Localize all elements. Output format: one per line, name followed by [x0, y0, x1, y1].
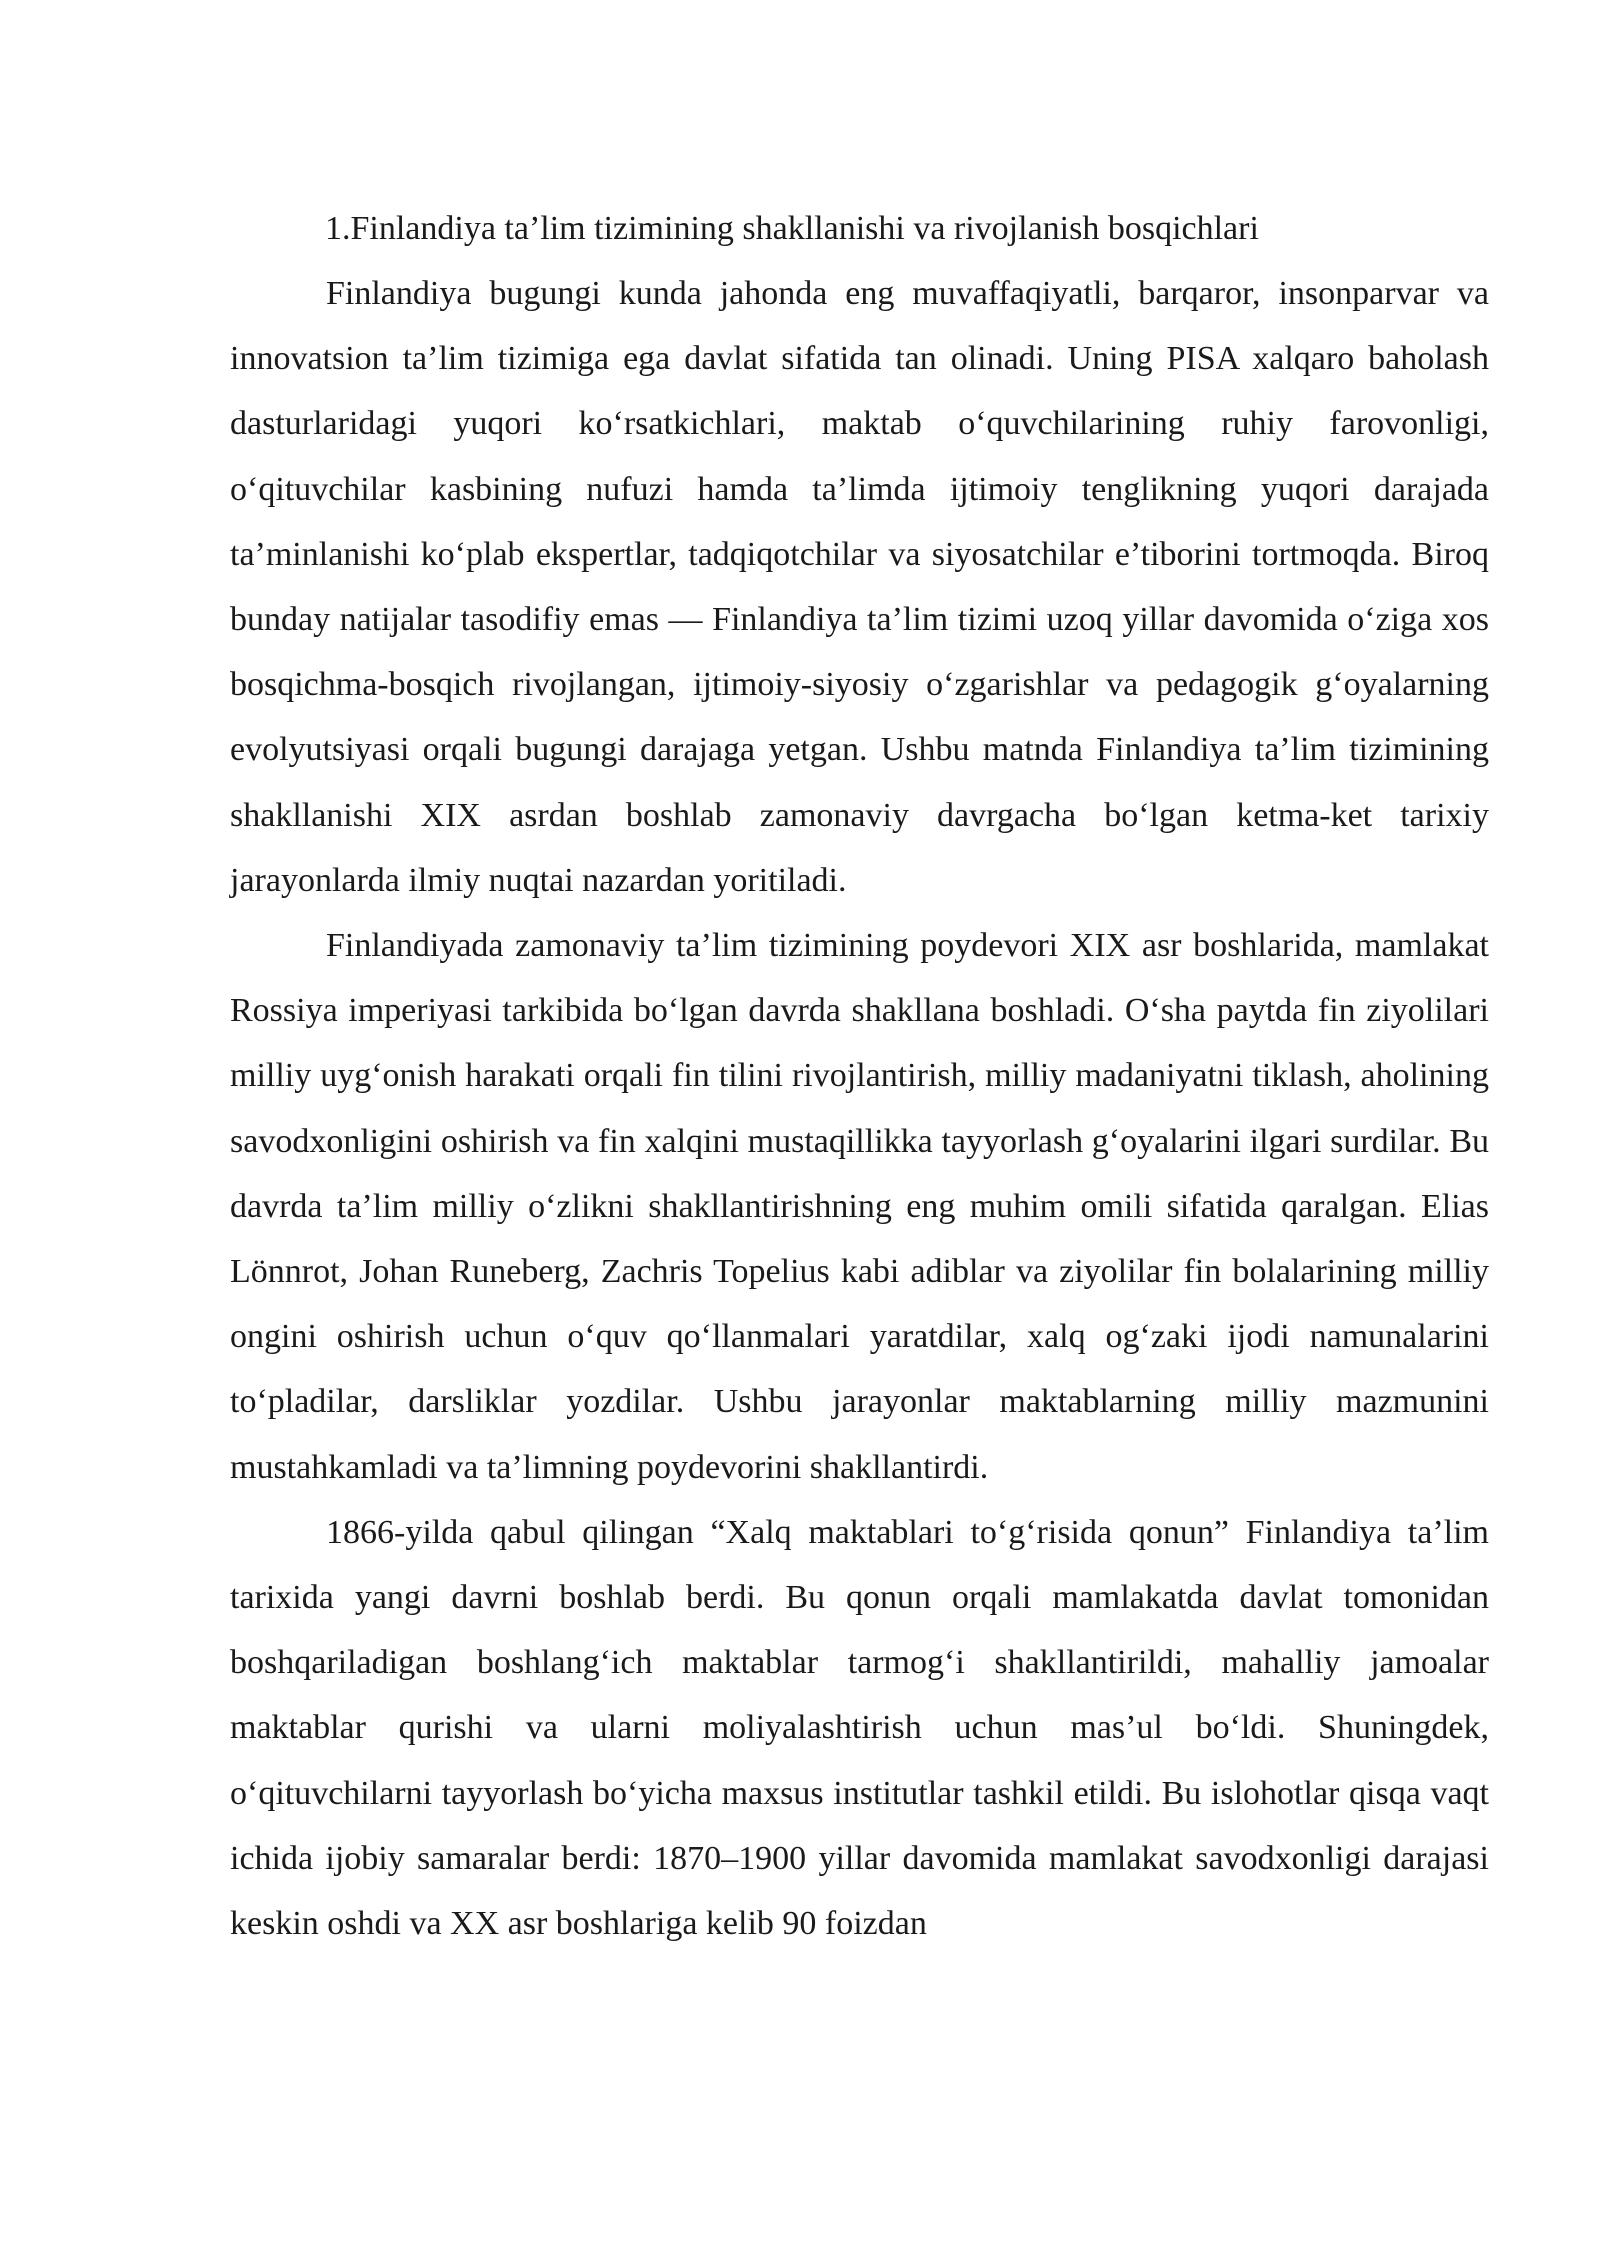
- section-heading: 1.Finlandiya ta’lim tizimining shakllanishi va rivojlanish bosqichlari: [325, 210, 1259, 247]
- paragraph-2: Finlandiyada zamonaviy ta’lim tizimining poydevori XIX asr boshlarida, mamlakat Rossiya imperiyasi tarkibida bo‘lgan davrda shakllana boshladi. O‘sha paytda fin ziyolilari milliy uyg‘onish harakati orqali fin tilini rivojlantirish, milliy madaniyatni tiklash, aholining savodxonligini oshirish va fin xalqini mustaqillikka tayyorlash g‘oyalarini ilgari surdilar. Bu davrda ta’lim milliy o‘zlikni shakllantirishning eng muhim omili sifatida qaralgan. Elias Lönnrot, Johan Runeberg, Zachris Topelius kabi adiblar va ziyolilar fin bolalarining milliy ongini oshirish uchun o‘quv qo‘llanmalari yaratdilar, xalq og‘zaki ijodi namunalarini to‘pladilar, darsliklar yozdilar. Ushbu jarayonlar maktablarning milliy mazmunini mustahkamladi va ta’limning poydevorini shakllantirdi.: [230, 927, 1489, 1486]
- paragraph-1: Finlandiya bugungi kunda jahonda eng muvaffaqiyatli, barqaror, insonparvar va innovatsion ta’lim tizimiga ega davlat sifatida tan olinadi. Uning PISA xalqaro baholash dasturlaridagi yuqori ko‘rsatkichlari, maktab o‘quvchilarining ruhiy farovonligi, o‘qituvchilar kasbining nufuzi hamda ta’limda ijtimoiy tenglikning yuqori darajada ta’minlanishi ko‘plab ekspertlar, tadqiqotchilar va siyosatchilar e’tiborini tortmoqda. Biroq bunday natijalar tasodifiy emas — Finlandiya ta’lim tizimi uzoq yillar davomida o‘ziga xos bosqichma-bosqich rivojlangan, ijtimoiy-siyosiy o‘zgarishlar va pedagogik g‘oyalarning evolyutsiyasi orqali bugungi darajaga yetgan. Ushbu matnda Finlandiya ta’lim tizimining shakllanishi XIX asrdan boshlab zamonaviy davrgacha bo‘lgan ketma-ket tarixiy jarayonlarda ilmiy nuqtai nazardan yoritiladi.: [230, 275, 1489, 899]
- paragraph-3: 1866-yilda qabul qilingan “Xalq maktablari to‘g‘risida qonun” Finlandiya ta’lim tarixida yangi davrni boshlab berdi. Bu qonun orqali mamlakatda davlat tomonidan boshqariladigan boshlang‘ich maktablar tarmog‘i shakllantirildi, mahalliy jamoalar maktablar qurishi va ularni moliyalashtirish uchun mas’ul bo‘ldi. Shuningdek, o‘qituvchilarni tayyorlash bo‘yicha maxsus institutlar tashkil etildi. Bu islohotlar qisqa vaqt ichida ijobiy samaralar berdi: 1870–1900 yillar davomida mamlakat savodxonligi darajasi keskin oshdi va XX asr boshlariga kelib 90 foizdan: [230, 1513, 1489, 1943]
